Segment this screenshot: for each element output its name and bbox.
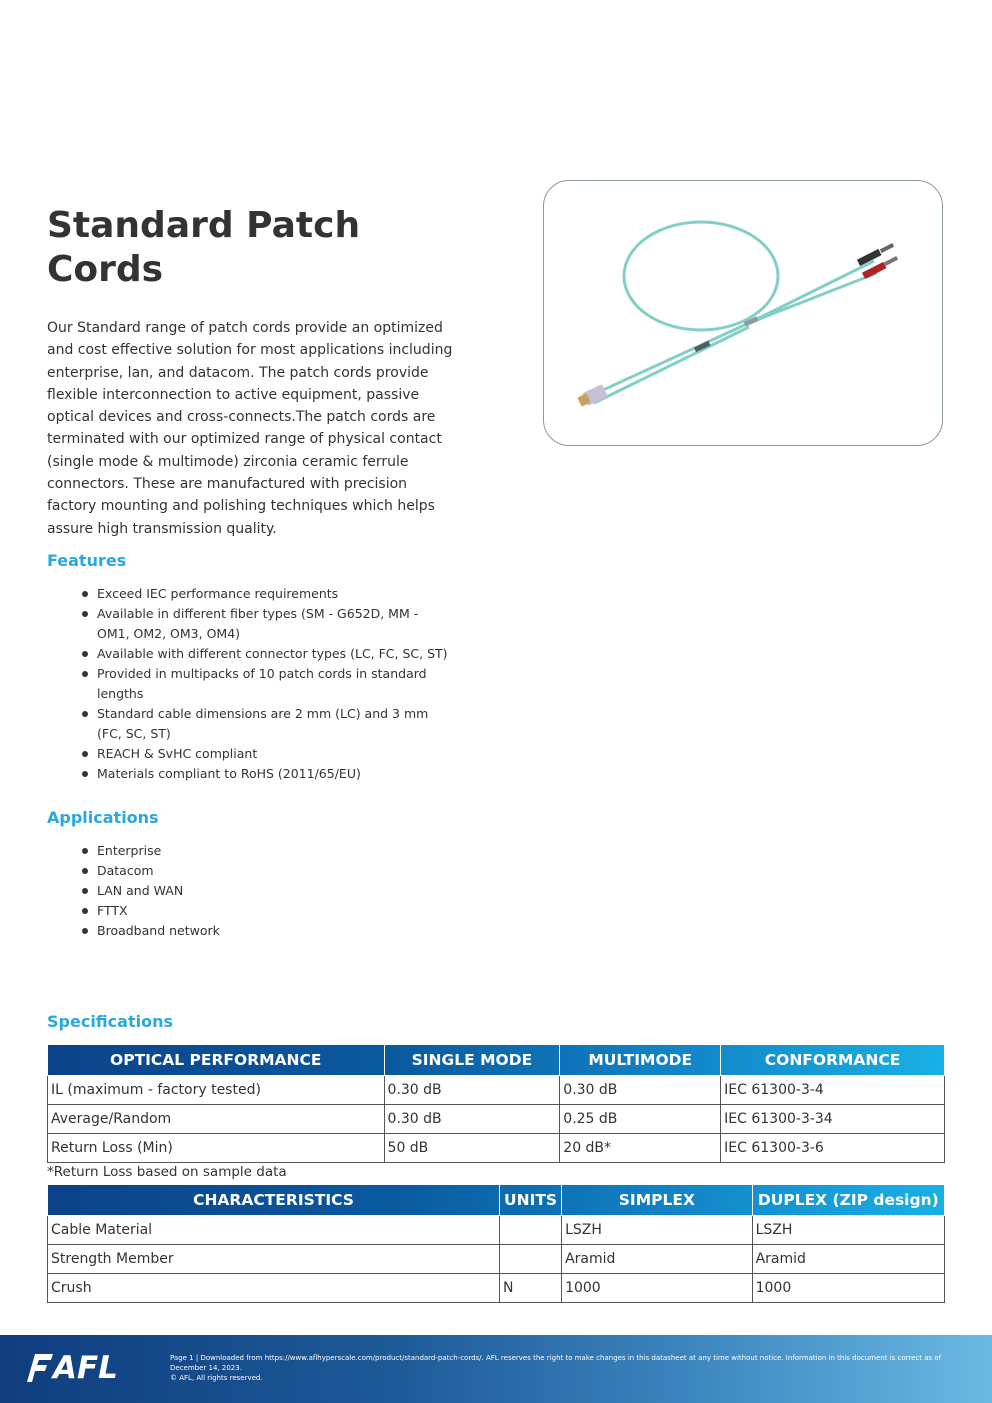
product-image [543, 180, 943, 446]
page-title: Standard Patch Cords [47, 205, 361, 290]
column-header: SINGLE MODE [384, 1045, 560, 1076]
table-cell [500, 1216, 562, 1245]
optical-performance-table [47, 1044, 945, 1163]
table-cell: 0.30 dB [560, 1076, 721, 1105]
footer-text [170, 1353, 970, 1383]
table-cell: Return Loss (Min) [48, 1134, 385, 1163]
patch-cord-illustration [544, 181, 944, 447]
table-row [48, 1216, 945, 1245]
table-cell: 0.30 dB [384, 1105, 560, 1134]
features-heading: Features [47, 551, 127, 570]
list-item: Broadband network [79, 921, 449, 941]
table-row [48, 1134, 945, 1163]
list-item: LAN and WAN [79, 881, 449, 901]
table-cell: 20 dB* [560, 1134, 721, 1163]
table-cell: 1000 [562, 1274, 753, 1303]
table-row [48, 1105, 945, 1134]
afl-logo-text: AFL [53, 1350, 118, 1386]
table-cell [500, 1245, 562, 1274]
features-list [79, 584, 449, 784]
list-item: Provided in multipacks of 10 patch cords in standard lengths [79, 664, 449, 704]
column-header: DUPLEX (ZIP design) [752, 1185, 944, 1216]
table-cell: Aramid [562, 1245, 753, 1274]
table-cell: 0.25 dB [560, 1105, 721, 1134]
table-cell: N [500, 1274, 562, 1303]
footer-copyright: © AFL, All rights reserved. [170, 1374, 263, 1382]
list-item: FTTX [79, 901, 449, 921]
afl-logo [27, 1350, 125, 1386]
list-item: Datacom [79, 861, 449, 881]
column-header: SIMPLEX [562, 1185, 753, 1216]
table-cell: 1000 [752, 1274, 944, 1303]
afl-logo-icon [27, 1350, 55, 1386]
table-header-row [48, 1185, 945, 1216]
table-cell: IEC 61300-3-6 [721, 1134, 945, 1163]
footer-disclaimer: Page 1 | Downloaded from https://www.aflhyperscale.com/product/standard-patch-cords/. AFL reserves the right to make changes in this datasheet at any time without notice. Information in this document is correct as of December 14, 2023. [170, 1354, 942, 1372]
table-cell: Aramid [752, 1245, 944, 1274]
table-cell: LSZH [752, 1216, 944, 1245]
table-cell: LSZH [562, 1216, 753, 1245]
table-cell: 0.30 dB [384, 1076, 560, 1105]
table-cell: IEC 61300-3-34 [721, 1105, 945, 1134]
table-cell: Average/Random [48, 1105, 385, 1134]
list-item: Available with different connector types (LC, FC, SC, ST) [79, 644, 449, 664]
table-footnote: *Return Loss based on sample data [47, 1164, 287, 1180]
list-item: Materials compliant to RoHS (2011/65/EU) [79, 764, 449, 784]
table-cell: IEC 61300-3-4 [721, 1076, 945, 1105]
column-header: OPTICAL PERFORMANCE [48, 1045, 385, 1076]
column-header: CHARACTERISTICS [48, 1185, 500, 1216]
list-item: Enterprise [79, 841, 449, 861]
characteristics-table [47, 1184, 945, 1303]
page-footer [0, 1335, 992, 1403]
list-item: Available in different fiber types (SM - G652D, MM - OM1, OM2, OM3, OM4) [79, 604, 449, 644]
table-cell: Cable Material [48, 1216, 500, 1245]
table-row [48, 1245, 945, 1274]
table-row [48, 1274, 945, 1303]
intro-paragraph: Our Standard range of patch cords provide an optimized and cost effective solution for most applications including enterprise, lan, and datacom. The patch cords provide flexible interconnection to active equipment, passive optical devices and cross-connects.The patch cords are terminated with our optimized range of physical contact (single mode & multimode) zirconia ceramic ferrule connectors. These are manufactured with precision factory mounting and polishing techniques which helps assure high transmission quality. [47, 320, 453, 537]
column-header: UNITS [500, 1185, 562, 1216]
table-header-row [48, 1045, 945, 1076]
column-header: CONFORMANCE [721, 1045, 945, 1076]
table-cell: IL (maximum - factory tested) [48, 1076, 385, 1105]
applications-heading: Applications [47, 808, 159, 827]
column-header: MULTIMODE [560, 1045, 721, 1076]
list-item: Exceed IEC performance requirements [79, 584, 449, 604]
table-cell: Strength Member [48, 1245, 500, 1274]
applications-list [79, 841, 449, 941]
table-row [48, 1076, 945, 1105]
list-item: REACH & SvHC compliant [79, 744, 449, 764]
list-item: Standard cable dimensions are 2 mm (LC) and 3 mm (FC, SC, ST) [79, 704, 449, 744]
table-cell: 50 dB [384, 1134, 560, 1163]
specifications-heading: Specifications [47, 1012, 173, 1031]
table-cell: Crush [48, 1274, 500, 1303]
